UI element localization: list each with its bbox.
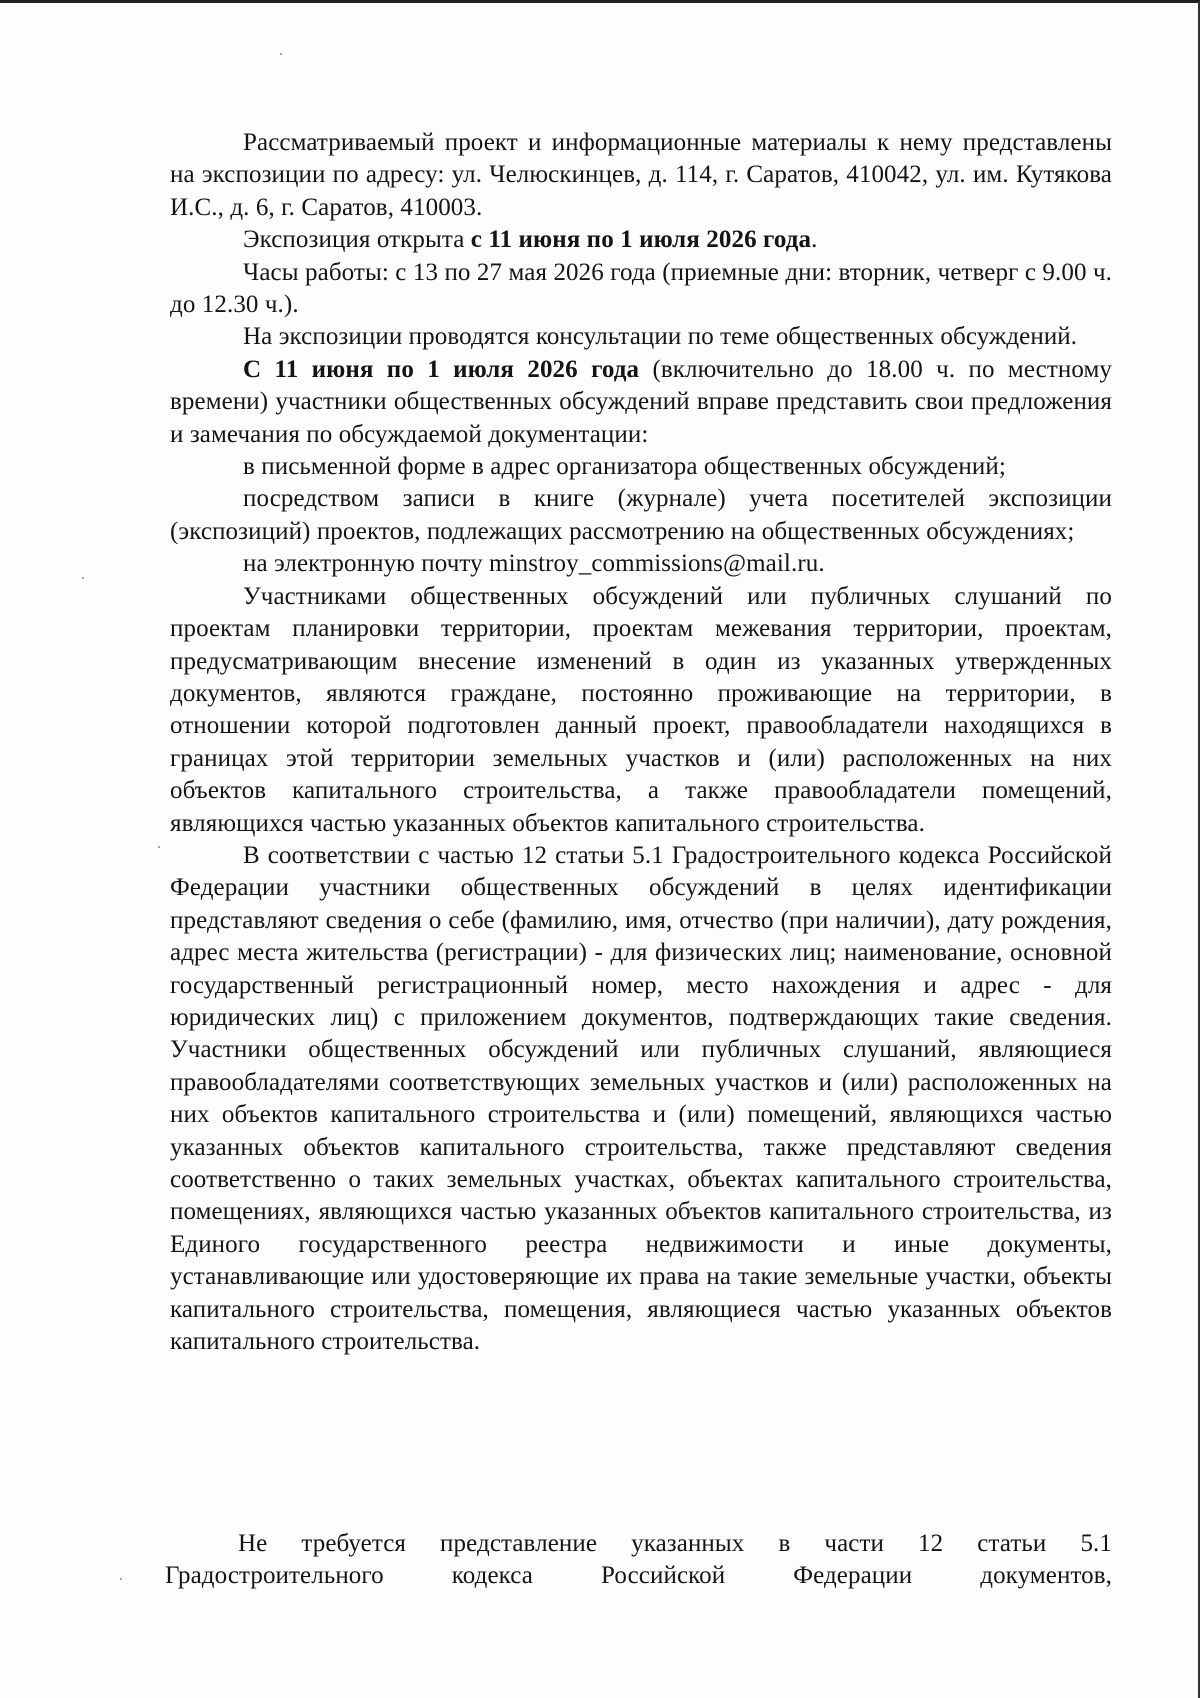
paragraph-p5 [170, 354, 1112, 451]
document-body [170, 127, 1112, 1358]
text-run: Рассматриваемый проект и информационные материалы к нему представлены на экспозиции по адресу: ул. Челюскинцев, д. 114, г. Саратов, 410042, ул. им. Кутякова И.С., д. 6, г. Саратов, 410003. [170, 129, 1112, 221]
text-run: . [811, 226, 818, 254]
scan-speck [280, 53, 282, 55]
paragraph-p3 [170, 257, 1112, 322]
text-run: Участниками общественных обсуждений или публичных слушаний по проектам планировки территории, проектам межевания территории, проектам, предусматривающим внесение изменений в один из указанных утвержденных документов, являются граждане, постоянно проживающие на территории, в отношении которой подготовлен данный проект, правообладатели находящихся в границах этой территории земельных участков и (или) расположенных на них объектов капитального строительства, а также правообладатели помещений, являющихся частью указанных объектов капитального строительства. [170, 582, 1112, 837]
text-run: Часы работы: с 13 по 27 мая 2026 года (приемные дни: вторник, четверг с 9.00 ч. до 12.30 ч.). [170, 258, 1112, 319]
text-run: В соответствии с частью 12 статьи 5.1 Градостроительного кодекса Российской Федерации участники общественных обсуждений в целях идентификации представляют сведения о себе (фамилию, имя, отчество (при наличии), дату рождения, адрес места жительства (регистрации) - для физических лиц; наименование, основной государственный регистрационный номер, место нахождения и адрес - для юридических лиц) с приложением документов, подтверждающих такие сведения. Участники общественных обсуждений или публичных слушаний, являющиеся правообладателями соответствующих земельных участков и (или) расположенных на них объектов капитального строительства и (или) помещений, являющихся частью указанных объектов капитального строительства, также представляют сведения соответственно о таких земельных участках, объектах капитального строительства, помещениях, являющихся частью указанных объектов капитального строительства, из Единого государственного реестра недвижимости и иные документы, устанавливающие или удостоверяющие их права на такие земельные участки, объекты капитального строительства, помещения, являющиеся частью указанных объектов капитального строительства. [170, 841, 1112, 1356]
paragraph-p6 [170, 451, 1112, 483]
text-run: на электронную почту minstroy_commissions@mail.ru. [243, 550, 825, 578]
scan-speck [158, 846, 160, 848]
scan-speck [82, 577, 84, 579]
text-run: На экспозиции проводятся консультации по теме общественных обсуждений. [243, 323, 1078, 351]
paragraph-p1 [170, 127, 1112, 224]
text-run: Не требуется представление указанных в части 12 статьи 5.1 Градостроительного кодекса Российской Федерации документов, [165, 1530, 1112, 1590]
text-run: в письменной форме в адрес организатора общественных обсуждений; [243, 453, 1006, 481]
paragraph-p10 [170, 840, 1112, 1359]
text-run: Экспозиция открыта [243, 226, 471, 254]
text-run: посредством записи в книге (журнале) учета посетителей экспозиции (экспозиций) проектов, подлежащих рассмотрению на общественных обсуждениях; [170, 485, 1112, 545]
paragraph-p4 [170, 321, 1112, 353]
paragraph-p8 [170, 548, 1112, 580]
paragraph-p7 [170, 483, 1112, 548]
bold-text: С 11 июня по 1 июля 2026 года [243, 355, 640, 383]
text-run: (включительно до 18.00 ч. по местному времени) участники общественных обсуждений вправе представить свои предложения и замечания по обсуждаемой документации: [170, 355, 1112, 448]
scan-speck [120, 1578, 122, 1580]
paragraph-p9 [170, 581, 1112, 840]
bold-text: с 11 июня по 1 июля 2026 года [470, 226, 812, 254]
document-body-continuation [165, 1528, 1112, 1593]
paragraph-p11 [165, 1528, 1112, 1593]
paragraph-p2 [170, 224, 1112, 256]
